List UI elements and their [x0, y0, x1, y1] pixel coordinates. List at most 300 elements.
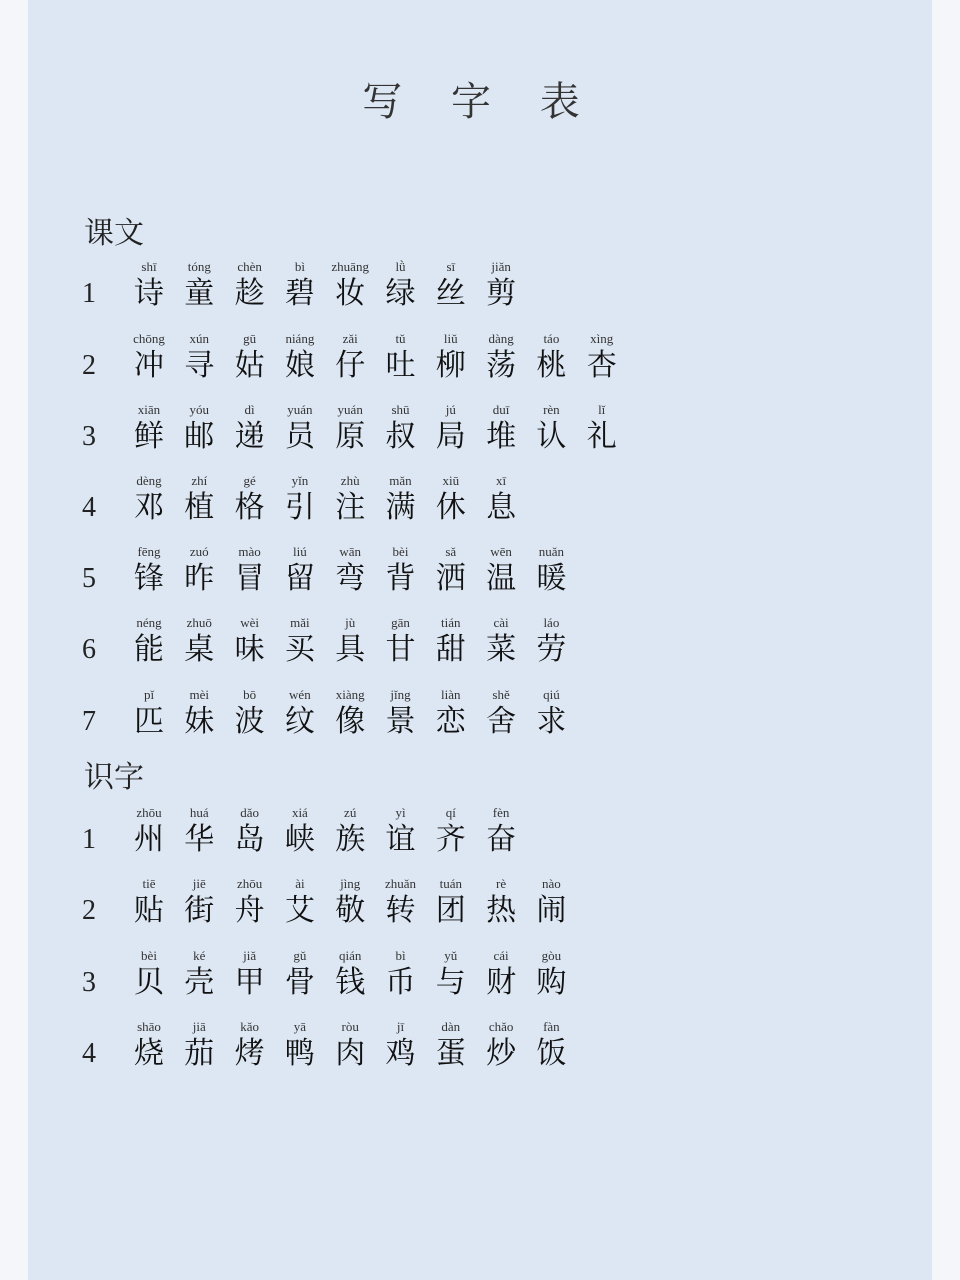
character-cell [225, 258, 275, 312]
pinyin: gǔ [293, 948, 307, 963]
character-cell [376, 947, 426, 1001]
character-cell [376, 804, 426, 858]
hanzi: 华 [184, 822, 215, 857]
pinyin: shū [391, 402, 410, 417]
pinyin: bèi [392, 544, 409, 559]
character-cell [376, 614, 426, 668]
hanzi: 杏 [586, 348, 617, 383]
lesson-number: 7 [82, 706, 96, 737]
hanzi: 币 [385, 965, 416, 1000]
character-cell [476, 401, 526, 455]
pinyin: nuǎn [538, 544, 565, 559]
character-cell [174, 330, 224, 384]
hanzi: 茄 [184, 1036, 215, 1071]
hanzi: 休 [435, 490, 466, 525]
pinyin: sī [446, 259, 456, 274]
character-cell [174, 947, 224, 1001]
hanzi: 娘 [284, 348, 315, 383]
pinyin: gān [391, 615, 410, 630]
hanzi: 骨 [284, 965, 315, 1000]
hanzi: 冒 [234, 561, 265, 596]
pinyin: bì [294, 259, 305, 274]
hanzi: 注 [335, 490, 366, 525]
character-cell [476, 543, 526, 597]
pinyin: mǎi [290, 615, 310, 630]
hanzi: 艾 [284, 893, 315, 928]
hanzi: 恋 [435, 704, 466, 739]
pinyin: cài [493, 615, 509, 630]
hanzi: 弯 [335, 561, 366, 596]
pinyin: táo [543, 331, 560, 346]
hanzi: 热 [486, 893, 517, 928]
character-cell [325, 875, 375, 929]
hanzi: 岛 [234, 822, 265, 857]
pinyin: láo [543, 615, 560, 630]
hanzi: 齐 [435, 822, 466, 857]
character-cell [476, 947, 526, 1001]
hanzi: 昨 [184, 561, 215, 596]
hanzi: 柳 [435, 348, 466, 383]
character-cell [174, 258, 224, 312]
pinyin: jiā [192, 1019, 206, 1034]
pinyin: xī [496, 473, 507, 488]
hanzi: 景 [385, 704, 416, 739]
hanzi: 烧 [134, 1036, 164, 1071]
pinyin: lǜ [395, 259, 406, 274]
character-cell [225, 614, 275, 668]
pinyin: wèi [240, 615, 259, 630]
section-heading: 课文 [84, 216, 144, 251]
character-cell [325, 330, 375, 384]
character-cell [124, 875, 174, 929]
character-cell [124, 543, 174, 597]
hanzi: 洒 [435, 561, 466, 596]
hanzi: 认 [536, 419, 567, 454]
hanzi: 留 [284, 561, 315, 596]
hanzi: 闹 [536, 893, 567, 928]
character-cell [426, 686, 476, 740]
hanzi: 饭 [536, 1036, 567, 1071]
character-cell [275, 258, 325, 312]
hanzi: 背 [385, 561, 416, 596]
pinyin: jiǎn [491, 259, 511, 274]
hanzi: 购 [536, 965, 567, 1000]
pinyin: tǔ [395, 331, 406, 346]
pinyin: wén [289, 687, 311, 702]
pinyin: fēng [137, 544, 161, 559]
lesson-row [28, 686, 932, 746]
character-cell [426, 1018, 476, 1072]
pinyin: tián [441, 615, 461, 630]
hanzi: 与 [435, 965, 466, 1000]
pinyin: gé [243, 473, 256, 488]
character-cell [376, 330, 426, 384]
document-page [28, 0, 932, 1280]
character-cell [577, 401, 627, 455]
character-cell [225, 804, 275, 858]
character-cell [124, 686, 174, 740]
lesson-row [28, 401, 932, 461]
hanzi: 州 [134, 822, 164, 857]
lesson-row [28, 614, 932, 674]
hanzi: 峡 [284, 822, 315, 857]
pinyin: tiē [142, 876, 156, 891]
hanzi: 息 [486, 490, 517, 525]
character-cell [275, 875, 325, 929]
character-cell [225, 875, 275, 929]
pinyin: gū [243, 331, 257, 346]
pinyin: yì [395, 805, 406, 820]
pinyin: ài [295, 876, 305, 891]
hanzi: 鸭 [284, 1036, 315, 1071]
hanzi: 邓 [134, 490, 164, 525]
character-cell [124, 1018, 174, 1072]
hanzi: 谊 [385, 822, 416, 857]
hanzi: 鸡 [385, 1036, 416, 1071]
pinyin: zhuāng [331, 259, 369, 274]
pinyin: wān [339, 544, 362, 559]
pinyin: yǐn [291, 473, 309, 488]
character-cell [526, 947, 576, 1001]
pinyin: yǔ [444, 948, 458, 963]
character-cell [426, 472, 476, 526]
lesson-number: 3 [82, 967, 96, 998]
character-cell [476, 330, 526, 384]
character-cell [476, 804, 526, 858]
pinyin: sǎ [445, 544, 457, 559]
character-cell [225, 543, 275, 597]
hanzi: 植 [184, 490, 215, 525]
hanzi: 财 [486, 965, 517, 1000]
hanzi: 菜 [486, 632, 517, 667]
pinyin: zú [344, 805, 357, 820]
hanzi: 绿 [385, 276, 416, 311]
pinyin: jú [445, 402, 456, 417]
hanzi: 甜 [435, 632, 466, 667]
character-cell [376, 401, 426, 455]
hanzi: 童 [184, 276, 215, 311]
hanzi: 锋 [134, 561, 164, 596]
hanzi: 团 [435, 893, 466, 928]
pinyin: zhù [340, 473, 360, 488]
pinyin: xiá [291, 805, 308, 820]
character-cell [325, 686, 375, 740]
pinyin: yā [293, 1019, 307, 1034]
hanzi: 舍 [486, 704, 517, 739]
hanzi: 甲 [234, 965, 265, 1000]
character-cell [124, 330, 174, 384]
character-cell [526, 401, 576, 455]
character-cell [124, 804, 174, 858]
pinyin: fàn [543, 1019, 560, 1034]
hanzi: 烤 [234, 1036, 265, 1071]
lesson-row [28, 875, 932, 935]
hanzi: 匹 [134, 704, 164, 739]
lesson-row [28, 472, 932, 532]
pinyin: mǎn [389, 473, 412, 488]
pinyin: tóng [187, 259, 211, 274]
pinyin: gòu [541, 948, 562, 963]
character-cell [225, 472, 275, 526]
pinyin: dàng [488, 331, 514, 346]
hanzi: 礼 [586, 419, 617, 454]
hanzi: 妹 [184, 704, 215, 739]
hanzi: 仔 [335, 348, 366, 383]
character-cell [124, 947, 174, 1001]
lesson-number: 4 [82, 492, 96, 523]
hanzi: 趁 [234, 276, 265, 311]
character-cell [376, 1018, 426, 1072]
lesson-row [28, 258, 932, 318]
pinyin: shāo [137, 1019, 161, 1034]
hanzi: 蛋 [435, 1036, 466, 1071]
pinyin: dǎo [240, 805, 259, 820]
hanzi: 邮 [184, 419, 215, 454]
lesson-number: 5 [82, 563, 96, 594]
pinyin: shī [141, 259, 157, 274]
pinyin: lǐ [598, 402, 606, 417]
character-cell [225, 330, 275, 384]
character-cell [526, 614, 576, 668]
hanzi: 冲 [134, 348, 164, 383]
pinyin: jù [345, 615, 356, 630]
pinyin: jiǎ [243, 948, 257, 963]
lesson-row [28, 947, 932, 1007]
character-cell [476, 875, 526, 929]
hanzi: 满 [385, 490, 416, 525]
character-cell [124, 258, 174, 312]
page-title: 写 字 表 [362, 79, 598, 125]
hanzi: 温 [486, 561, 517, 596]
pinyin: liàn [441, 687, 461, 702]
hanzi: 壳 [184, 965, 215, 1000]
hanzi: 桃 [536, 348, 567, 383]
character-cell [275, 330, 325, 384]
pinyin: yóu [189, 402, 210, 417]
pinyin: zhuǎn [384, 876, 417, 891]
pinyin: huá [189, 805, 209, 820]
pinyin: rè [496, 876, 507, 891]
pinyin: dàn [441, 1019, 461, 1034]
hanzi: 员 [284, 419, 315, 454]
hanzi: 钱 [335, 965, 366, 1000]
pinyin: néng [136, 615, 162, 630]
character-cell [174, 472, 224, 526]
character-cell [376, 543, 426, 597]
hanzi: 求 [536, 704, 567, 739]
hanzi: 甘 [385, 632, 416, 667]
character-cell [275, 472, 325, 526]
character-cell [275, 614, 325, 668]
character-cell [325, 258, 375, 312]
pinyin: nào [542, 876, 561, 891]
pinyin: zǎi [342, 331, 358, 346]
character-cell [426, 401, 476, 455]
pinyin: chōng [133, 331, 165, 346]
hanzi: 像 [335, 704, 366, 739]
character-cell [476, 258, 526, 312]
hanzi: 贴 [134, 893, 164, 928]
hanzi: 原 [335, 419, 366, 454]
pinyin: jiē [192, 876, 206, 891]
character-cell [325, 614, 375, 668]
character-cell [376, 472, 426, 526]
pinyin: xiàng [335, 687, 365, 702]
lesson-number: 3 [82, 421, 96, 452]
hanzi: 桌 [184, 632, 215, 667]
hanzi: 叔 [385, 419, 416, 454]
hanzi: 买 [284, 632, 315, 667]
pinyin: niáng [285, 331, 315, 346]
hanzi: 鲜 [134, 419, 164, 454]
character-cell [174, 543, 224, 597]
pinyin: zhōu [236, 876, 263, 891]
lesson-number: 4 [82, 1038, 96, 1069]
pinyin: xìng [590, 331, 614, 346]
character-cell [526, 686, 576, 740]
pinyin: dì [244, 402, 255, 417]
hanzi: 暖 [536, 561, 567, 596]
character-cell [174, 686, 224, 740]
character-cell [124, 401, 174, 455]
hanzi: 寻 [184, 348, 215, 383]
pinyin: liú [293, 544, 307, 559]
section-heading: 识字 [84, 760, 144, 795]
hanzi: 递 [234, 419, 265, 454]
pinyin: yuán [287, 402, 313, 417]
character-cell [174, 614, 224, 668]
pinyin: jǐng [390, 687, 411, 702]
character-cell [225, 401, 275, 455]
character-cell [526, 543, 576, 597]
pinyin: tuán [439, 876, 462, 891]
hanzi: 敬 [335, 893, 366, 928]
lesson-number: 1 [82, 824, 96, 855]
character-cell [426, 258, 476, 312]
character-cell [476, 614, 526, 668]
hanzi: 街 [184, 893, 215, 928]
pinyin: zhuō [186, 615, 212, 630]
pinyin: jī [396, 1019, 405, 1034]
character-cell [426, 875, 476, 929]
pinyin: dèng [136, 473, 162, 488]
pinyin: rèn [543, 402, 560, 417]
character-cell [476, 686, 526, 740]
character-cell [225, 1018, 275, 1072]
character-cell [476, 1018, 526, 1072]
hanzi: 丝 [435, 276, 466, 311]
hanzi: 族 [335, 822, 366, 857]
hanzi: 舟 [234, 893, 265, 928]
character-cell [225, 947, 275, 1001]
character-cell [275, 947, 325, 1001]
pinyin: bì [395, 948, 406, 963]
hanzi: 诗 [134, 276, 164, 311]
character-cell [325, 472, 375, 526]
character-cell [526, 1018, 576, 1072]
character-cell [526, 875, 576, 929]
pinyin: pǐ [143, 687, 155, 702]
hanzi: 引 [284, 490, 315, 525]
character-cell [426, 543, 476, 597]
pinyin: duī [492, 402, 510, 417]
lesson-row [28, 804, 932, 864]
hanzi: 肉 [335, 1036, 366, 1071]
character-cell [174, 401, 224, 455]
character-cell [325, 947, 375, 1001]
character-cell [124, 472, 174, 526]
pinyin: zhōu [136, 805, 162, 820]
lesson-row [28, 330, 932, 390]
pinyin: bō [243, 687, 257, 702]
pinyin: qiú [543, 687, 560, 702]
character-cell [426, 614, 476, 668]
character-cell [476, 472, 526, 526]
hanzi: 贝 [134, 965, 164, 1000]
lesson-number: 2 [82, 350, 96, 381]
hanzi: 剪 [486, 276, 517, 311]
character-cell [325, 1018, 375, 1072]
hanzi: 局 [435, 419, 466, 454]
character-cell [174, 875, 224, 929]
character-cell [526, 330, 576, 384]
hanzi: 吐 [385, 348, 416, 383]
lesson-number: 6 [82, 634, 96, 665]
pinyin: wēn [490, 544, 512, 559]
character-cell [275, 804, 325, 858]
pinyin: mào [238, 544, 261, 559]
hanzi: 堆 [486, 419, 517, 454]
hanzi: 奋 [486, 822, 517, 857]
pinyin: zuó [189, 544, 209, 559]
hanzi: 格 [234, 490, 265, 525]
character-cell [376, 258, 426, 312]
pinyin: jìng [340, 876, 361, 891]
pinyin: liǔ [443, 331, 458, 346]
character-cell [426, 330, 476, 384]
pinyin: ké [193, 948, 206, 963]
pinyin: kǎo [240, 1019, 259, 1034]
hanzi: 味 [234, 632, 265, 667]
character-cell [376, 686, 426, 740]
pinyin: mèi [189, 687, 210, 702]
pinyin: xiū [442, 473, 460, 488]
pinyin: qián [338, 948, 362, 963]
pinyin: bèi [141, 948, 157, 963]
lesson-number: 2 [82, 895, 96, 926]
character-cell [174, 804, 224, 858]
pinyin: fèn [492, 805, 510, 820]
pinyin: chèn [237, 259, 262, 274]
pinyin: yuán [337, 402, 363, 417]
hanzi: 姑 [234, 348, 265, 383]
pinyin: qí [445, 805, 456, 820]
character-cell [426, 804, 476, 858]
character-cell [275, 1018, 325, 1072]
pinyin: ròu [341, 1019, 359, 1034]
hanzi: 波 [234, 704, 265, 739]
hanzi: 妆 [335, 276, 366, 311]
character-cell [174, 1018, 224, 1072]
hanzi: 劳 [536, 632, 567, 667]
character-cell [325, 804, 375, 858]
hanzi: 纹 [284, 704, 315, 739]
hanzi: 转 [385, 893, 416, 928]
character-cell [325, 401, 375, 455]
pinyin: xiān [137, 402, 161, 417]
hanzi: 炒 [486, 1036, 517, 1071]
character-cell [124, 614, 174, 668]
